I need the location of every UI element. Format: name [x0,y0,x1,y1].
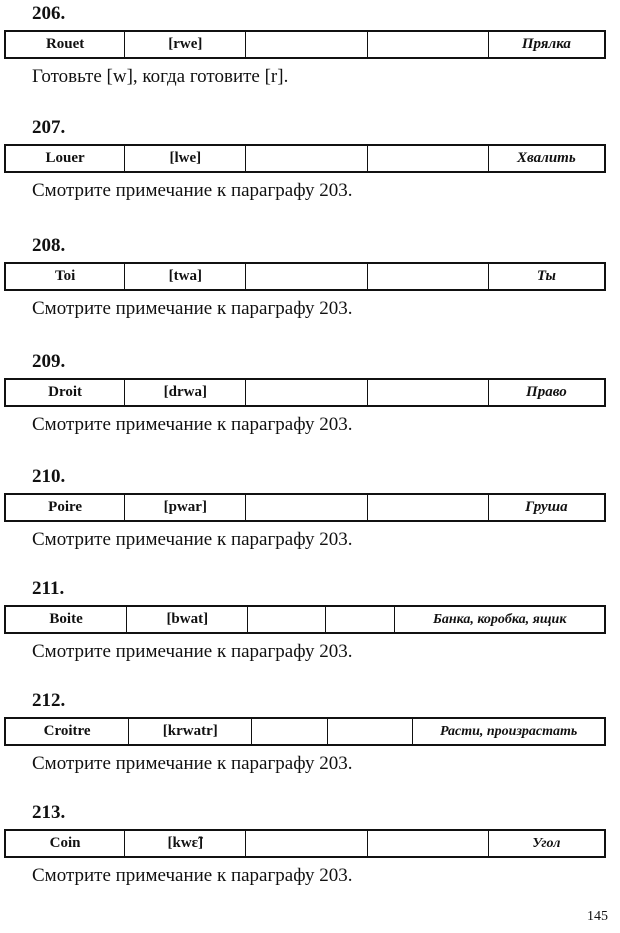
empty-cell [246,380,367,405]
word-table-row [4,829,606,858]
word-table-row [4,493,606,522]
word-table-row [4,378,606,407]
translation-cell: Прялка [521,36,571,52]
transcription-cell: [rwe] [125,32,246,57]
exercise-note: Смотрите примечание к параграфу 203. [32,865,353,886]
exercise-note: Смотрите примечание к параграфу 203. [32,414,353,435]
transcription-cell: [twa] [125,264,246,289]
empty-cell [326,607,396,632]
page-number: 145 [587,909,608,924]
word-cell: Toi [6,264,125,289]
empty-cell [246,32,367,57]
word-table-row [4,605,606,634]
transcription-cell: [krwatr] [129,719,252,744]
exercise-number: 210. [32,466,66,487]
exercise-number: 206. [32,3,66,24]
translation-cell: Банка, коробка, ящик [432,611,567,627]
exercise-number: 208. [32,235,66,256]
transcription-cell: [drwa] [125,380,246,405]
exercise-number: 207. [32,117,66,138]
word-cell: Boite [6,607,127,632]
empty-cell [368,495,489,520]
empty-cell [246,264,367,289]
word-cell: Coin [6,831,125,856]
word-cell: Croitre [6,719,129,744]
empty-cell [368,146,489,171]
translation-cell: Право [526,384,567,400]
empty-cell [252,719,328,744]
transcription-cell: [bwat] [127,607,248,632]
empty-cell [248,607,325,632]
translation-cell: Груша [525,499,568,515]
exercise-note: Смотрите примечание к параграфу 203. [32,753,353,774]
exercise-note: Готовьте [w], когда готовите [r]. [32,66,289,87]
empty-cell [246,495,367,520]
word-table-row [4,144,606,173]
transcription-cell: [pwar] [125,495,246,520]
translation-cell: Угол [532,835,561,851]
empty-cell [246,831,367,856]
exercise-note: Смотрите примечание к параграфу 203. [32,641,353,662]
empty-cell [368,32,489,57]
exercise-note: Смотрите примечание к параграфу 203. [32,529,353,550]
translation-cell: Расти, произрастать [439,723,578,739]
exercise-number: 212. [32,690,66,711]
transcription-cell: [kwɛ̃] [125,831,246,856]
exercise-note: Смотрите примечание к параграфу 203. [32,180,353,201]
exercise-number: 209. [32,351,66,372]
word-table-row [4,30,606,59]
exercise-number: 211. [32,578,65,599]
word-cell: Rouet [6,32,125,57]
word-cell: Poire [6,495,125,520]
empty-cell [368,264,489,289]
word-table-row [4,262,606,291]
empty-cell [368,831,489,856]
translation-cell: Ты [536,268,556,284]
empty-cell [246,146,367,171]
word-table-row [4,717,606,746]
word-cell: Louer [6,146,125,171]
empty-cell [328,719,413,744]
transcription-cell: [lwe] [125,146,246,171]
word-cell: Droit [6,380,125,405]
empty-cell [368,380,489,405]
exercise-note: Смотрите примечание к параграфу 203. [32,298,353,319]
translation-cell: Хвалить [517,150,576,166]
exercise-number: 213. [32,802,66,823]
